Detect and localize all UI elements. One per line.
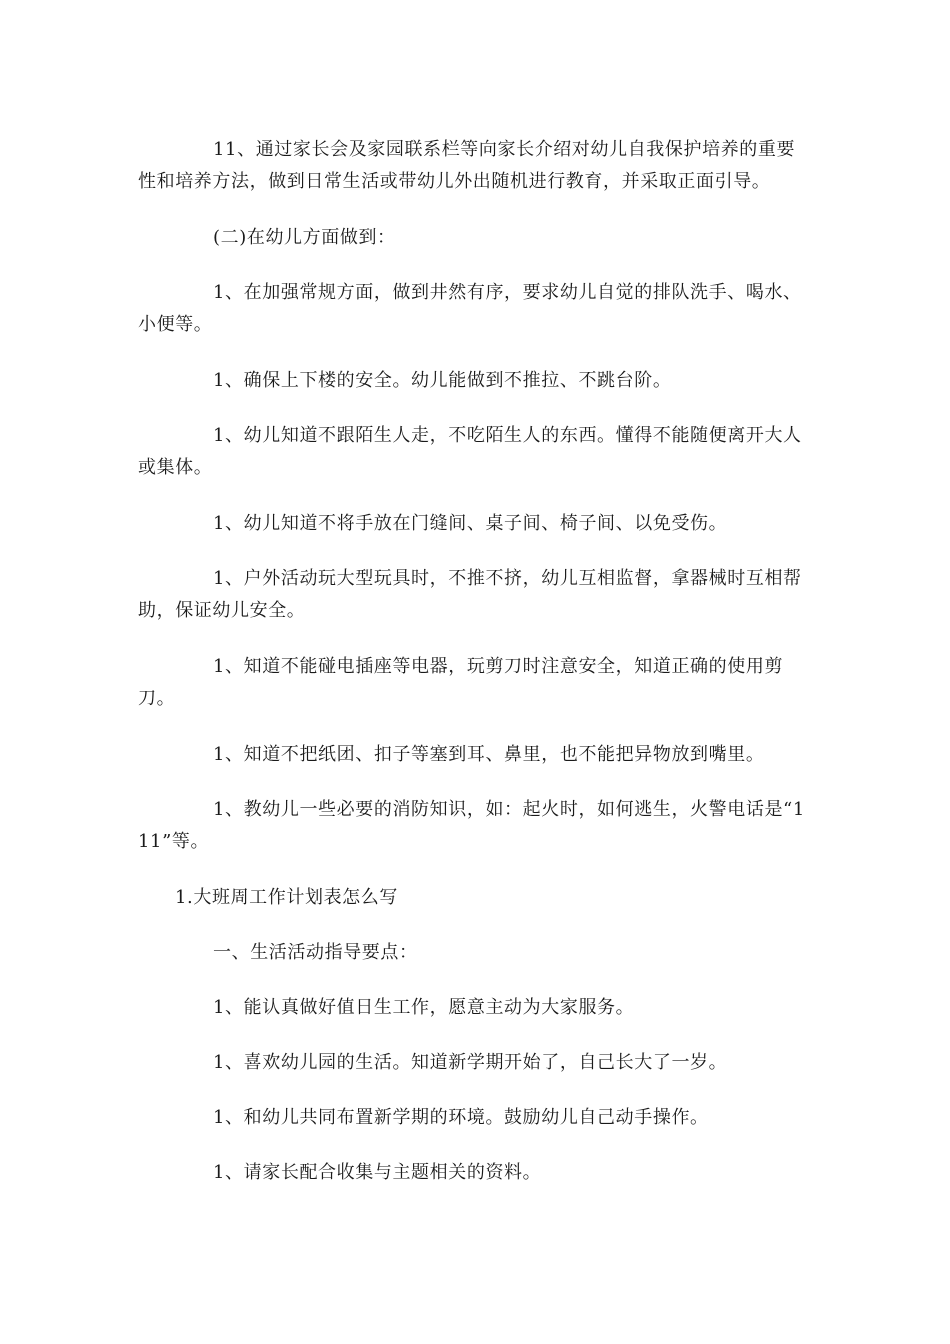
- paragraph-strangers: 1、幼儿知道不跟陌生人走，不吃陌生人的东西。懂得不能随便离开大人或集体。: [138, 425, 802, 478]
- paragraph-environment: 1、和幼儿共同布置新学期的环境。鼓励幼儿自己动手操作。: [213, 1107, 709, 1128]
- paragraph-fire-safety: 1、教幼儿一些必要的消防知识，如：起火时，如何逃生，火警电话是“111”等。: [138, 799, 805, 852]
- section-title-weekly-plan: 1.大班周工作计划表怎么写: [175, 887, 398, 908]
- paragraph-parent-materials: 1、请家长配合收集与主题相关的资料。: [213, 1162, 542, 1183]
- paragraph-duty: 1、能认真做好值日生工作，愿意主动为大家服务。: [213, 997, 635, 1018]
- paragraph-routine: 1、在加强常规方面，做到井然有序，要求幼儿自觉的排队洗手、喝水、小便等。: [138, 282, 802, 335]
- paragraph-parent-communication: 11、通过家长会及家园联系栏等向家长介绍对幼儿自我保护培养的重要性和培养方法，做到日常生活或带幼儿外出随机进行教育，并采取正面引导。: [138, 139, 796, 192]
- paragraph-foreign-objects: 1、知道不把纸团、扣子等塞到耳、鼻里，也不能把异物放到嘴里。: [213, 744, 765, 765]
- paragraph-outdoor-play: 1、户外活动玩大型玩具时，不推不挤，幼儿互相监督，拿器械时互相帮助，保证幼儿安全。: [138, 568, 802, 621]
- section-heading-children: (二)在幼儿方面做到：: [213, 227, 396, 248]
- paragraph-stairs-safety: 1、确保上下楼的安全。幼儿能做到不推拉、不跳台阶。: [213, 370, 672, 391]
- section-heading-life-activities: 一、生活活动指导要点：: [213, 942, 418, 963]
- paragraph-hands-safety: 1、幼儿知道不将手放在门缝间、桌子间、椅子间、以免受伤。: [213, 513, 728, 534]
- paragraph-kindergarten-life: 1、喜欢幼儿园的生活。知道新学期开始了，自己长大了一岁。: [213, 1052, 728, 1073]
- paragraph-electricity-scissors: 1、知道不能碰电插座等电器，玩剪刀时注意安全，知道正确的使用剪刀。: [138, 656, 784, 709]
